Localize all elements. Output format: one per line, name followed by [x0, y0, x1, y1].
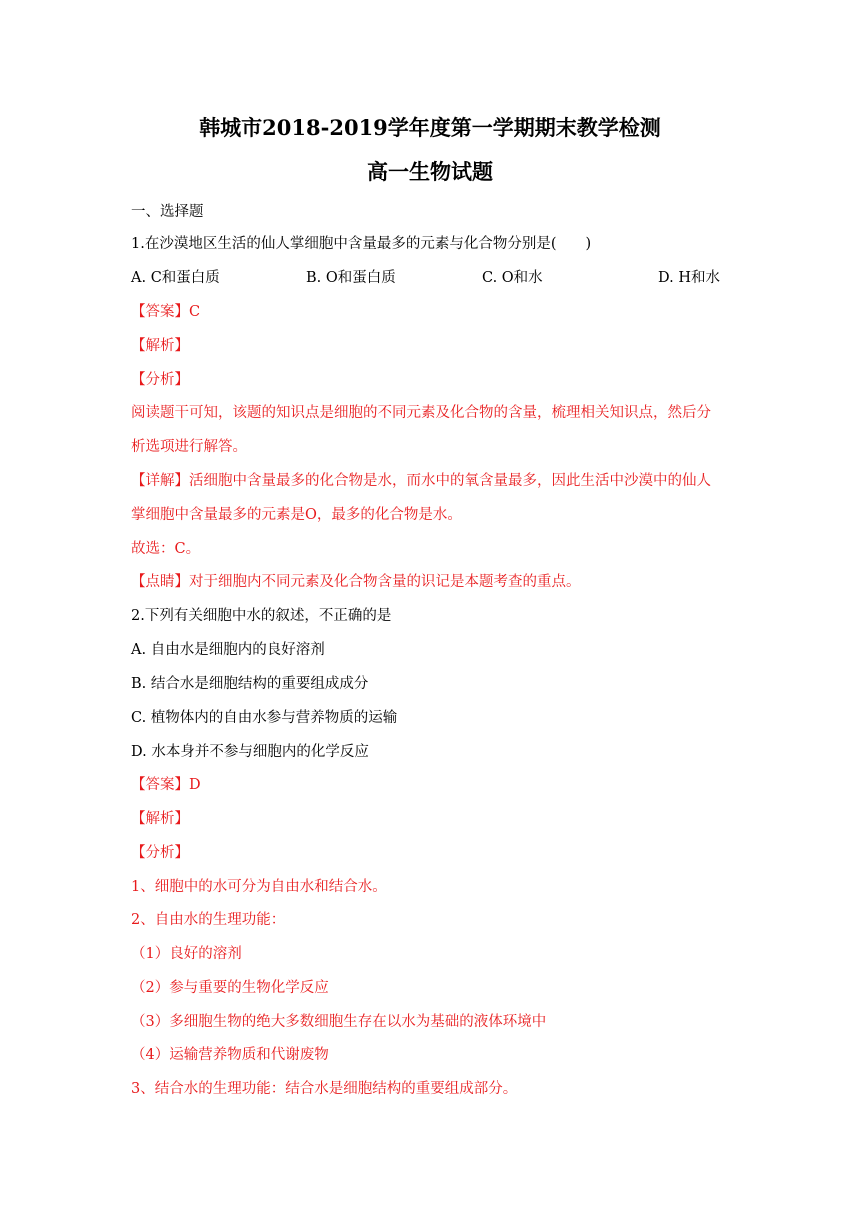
q2-analysis-label: 【解析】	[131, 811, 189, 827]
question-2-stem: 2.下列有关细胞中水的叙述，不正确的是	[131, 608, 392, 624]
q1-option-d: D. H和水	[658, 270, 720, 286]
q2-point: 2、自由水的生理功能：	[131, 912, 286, 928]
q2-point: （2）参与重要的生物化学反应	[131, 980, 329, 996]
q1-option-a: A. C和蛋白质	[131, 270, 220, 286]
q1-detail-line-2: 掌细胞中含量最多的元素是O，最多的化合物是水。	[131, 507, 462, 523]
q1-fenxi-label: 【分析】	[131, 372, 189, 388]
q2-option-d: D. 水本身并不参与细胞内的化学反应	[131, 744, 369, 760]
page-subtitle: 高一生物试题	[367, 159, 493, 184]
q1-fenxi-line-1: 阅读题干可知，该题的知识点是细胞的不同元素及化合物的含量，梳理相关知识点，然后分	[131, 405, 711, 421]
q2-point: （4）运输营养物质和代谢废物	[131, 1047, 329, 1063]
q1-analysis-label: 【解析】	[131, 338, 189, 354]
q2-point: （1）良好的溶剂	[131, 946, 242, 962]
q1-choice: 故选：C。	[131, 541, 201, 557]
q2-option-c: C. 植物体内的自由水参与营养物质的运输	[131, 710, 398, 726]
q2-point: 3、结合水的生理功能：结合水是细胞结构的重要组成部分。	[131, 1081, 518, 1097]
q1-option-b: B. O和蛋白质	[306, 270, 396, 286]
q1-comment: 【点睛】对于细胞内不同元素及化合物含量的识记是本题考查的重点。	[131, 574, 581, 590]
q1-fenxi-line-2: 析选项进行解答。	[131, 439, 247, 455]
q1-answer: 【答案】C	[131, 304, 201, 320]
q1-option-c: C. O和水	[482, 270, 543, 286]
q2-fenxi-label: 【分析】	[131, 845, 189, 861]
section-heading: 一、选择题	[131, 204, 204, 220]
q2-option-b: B. 结合水是细胞结构的重要组成成分	[131, 676, 369, 692]
q2-option-a: A. 自由水是细胞内的良好溶剂	[131, 642, 325, 658]
q2-answer: 【答案】D	[131, 777, 201, 793]
q2-point: 1、细胞中的水可分为自由水和结合水。	[131, 879, 387, 895]
question-1-stem: 1.在沙漠地区生活的仙人掌细胞中含量最多的元素与化合物分别是( )	[131, 236, 592, 252]
q2-point: （3）多细胞生物的绝大多数细胞生存在以水为基础的液体环境中	[131, 1014, 547, 1030]
page-title: 韩城市2018-2019学年度第一学期期末教学检测	[199, 115, 661, 140]
q1-detail-line-1: 【详解】活细胞中含量最多的化合物是水，而水中的氧含量最多，因此生活中沙漠中的仙人	[131, 473, 711, 489]
